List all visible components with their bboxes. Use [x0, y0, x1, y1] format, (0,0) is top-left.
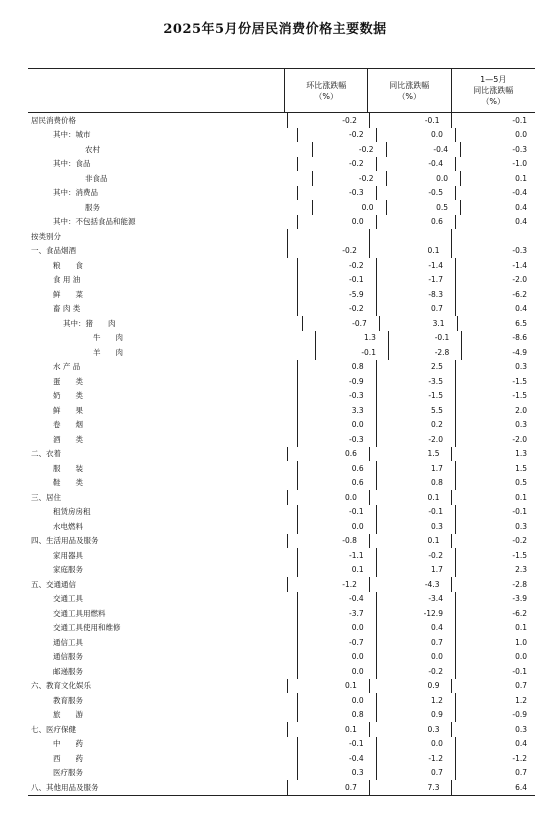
- cell-mom: -0.1: [297, 273, 375, 288]
- table-row: [28, 200, 535, 215]
- header-mom-line1: 环比涨跌幅: [306, 80, 347, 90]
- cell-yoy: 7.3: [369, 780, 452, 795]
- cell-mom: -0.8: [287, 534, 369, 549]
- cell-mom: -0.2: [297, 128, 375, 143]
- row-label: 非食品: [85, 173, 108, 183]
- row-label: 一、食品烟酒: [31, 246, 76, 256]
- cell-ytd: -1.5: [455, 389, 535, 404]
- cell-ytd: -2.0: [455, 273, 535, 288]
- cell-ytd: 0.4: [455, 302, 535, 317]
- table-row: [28, 258, 535, 273]
- cell-mom: 0.0: [287, 490, 369, 505]
- row-label: 医疗服务: [53, 768, 83, 778]
- row-label: 粮 食: [53, 260, 83, 270]
- table-row: [28, 302, 535, 317]
- cell-ytd: 2.0: [455, 403, 535, 418]
- table-row: [28, 693, 535, 708]
- cell-mom: 0.1: [287, 679, 369, 694]
- row-label: 鞋 类: [53, 478, 83, 488]
- header-ytd: [451, 69, 536, 112]
- cell-yoy: [369, 229, 452, 244]
- cell-mom: -0.3: [297, 389, 375, 404]
- cell-yoy: 5.5: [376, 403, 455, 418]
- table-row: [28, 287, 535, 302]
- cell-yoy: 0.1: [369, 244, 452, 259]
- cell-mom: 1.3: [315, 331, 388, 346]
- cell-yoy: 0.3: [369, 722, 452, 737]
- cell-yoy: 1.7: [376, 461, 455, 476]
- cell-yoy: -3.5: [376, 374, 455, 389]
- cell-ytd: 6.5: [457, 316, 535, 331]
- cell-mom: 0.0: [297, 621, 375, 636]
- table-row: [28, 273, 535, 288]
- cell-ytd: 1.0: [455, 635, 535, 650]
- cell-mom: -0.7: [297, 635, 375, 650]
- cell-yoy: -0.2: [376, 548, 455, 563]
- row-label: 三、居住: [31, 492, 61, 502]
- cell-yoy: -1.2: [376, 751, 455, 766]
- table-row: [28, 186, 535, 201]
- table-row: [28, 606, 535, 621]
- table-row: [28, 215, 535, 230]
- cell-yoy: 0.3: [376, 519, 455, 534]
- row-label: 服 装: [53, 463, 83, 473]
- table-row: [28, 766, 535, 781]
- cell-mom: -0.7: [302, 316, 379, 331]
- table-row: [28, 113, 535, 128]
- cell-mom: -0.2: [297, 157, 375, 172]
- cell-mom: 0.8: [297, 708, 375, 723]
- row-label: 酒 类: [53, 434, 83, 444]
- cell-yoy: 0.0: [376, 737, 455, 752]
- row-label: 通信工具: [53, 637, 83, 647]
- cell-yoy: -1.4: [376, 258, 455, 273]
- cell-mom: -0.2: [297, 302, 375, 317]
- row-label: 羊 肉: [93, 347, 123, 357]
- row-label: 八、其他用品及服务: [31, 782, 99, 792]
- table-header: [28, 69, 535, 113]
- header-mom: [284, 69, 367, 112]
- table-row: [28, 345, 535, 360]
- cell-ytd: -0.4: [455, 186, 535, 201]
- cell-yoy: 0.0: [386, 171, 461, 186]
- cell-mom: -0.3: [297, 186, 375, 201]
- row-label: 通信服务: [53, 652, 83, 662]
- table-row: [28, 331, 535, 346]
- cell-yoy: 0.8: [376, 476, 455, 491]
- cell-ytd: 1.3: [451, 447, 535, 462]
- cell-yoy: 0.7: [376, 635, 455, 650]
- table-row: [28, 751, 535, 766]
- cell-yoy: 0.0: [376, 128, 455, 143]
- table-row: [28, 548, 535, 563]
- cell-ytd: -1.0: [455, 157, 535, 172]
- row-label: 其中：城市: [53, 130, 91, 140]
- cell-ytd: -0.1: [455, 664, 535, 679]
- cell-mom: 0.0: [297, 693, 375, 708]
- cell-mom: -3.7: [297, 606, 375, 621]
- row-label: 其中：食品: [53, 159, 91, 169]
- row-label: 卷 烟: [53, 420, 83, 430]
- cell-yoy: 0.9: [369, 679, 452, 694]
- cell-mom: 0.6: [287, 447, 369, 462]
- row-label: 其中：猪 肉: [63, 318, 116, 328]
- cell-ytd: 0.5: [455, 476, 535, 491]
- cell-ytd: 0.1: [455, 621, 535, 636]
- cell-mom: -0.1: [297, 737, 375, 752]
- cell-yoy: 0.0: [376, 650, 455, 665]
- cell-ytd: 0.3: [455, 360, 535, 375]
- cell-yoy: -0.5: [376, 186, 455, 201]
- table-row: [28, 534, 535, 549]
- header-yoy-line1: 同比涨跌幅: [389, 80, 430, 90]
- row-label: 教育服务: [53, 695, 83, 705]
- row-label: 其中：消费品: [53, 188, 98, 198]
- row-label: 租赁房房租: [53, 507, 91, 517]
- row-label: 牛 肉: [93, 333, 123, 343]
- cell-yoy: 0.1: [369, 534, 452, 549]
- cell-ytd: -0.9: [455, 708, 535, 723]
- cell-ytd: 1.5: [455, 461, 535, 476]
- header-ytd-line2: 同比涨跌幅: [473, 86, 514, 95]
- table-row: [28, 737, 535, 752]
- row-label: 二、衣着: [31, 449, 61, 459]
- cell-mom: -0.2: [297, 258, 375, 273]
- header-yoy: [367, 69, 451, 112]
- table-row: [28, 621, 535, 636]
- cell-ytd: -8.6: [461, 331, 535, 346]
- table-row: [28, 664, 535, 679]
- row-label: 邮递服务: [53, 666, 83, 676]
- table-row: [28, 679, 535, 694]
- cell-yoy: -0.2: [376, 664, 455, 679]
- cell-ytd: -4.9: [461, 345, 535, 360]
- cell-yoy: -1.7: [376, 273, 455, 288]
- cell-yoy: -0.1: [376, 505, 455, 520]
- table-row: [28, 171, 535, 186]
- cell-yoy: 0.2: [376, 418, 455, 433]
- cell-ytd: -0.1: [455, 505, 535, 520]
- table-row: [28, 432, 535, 447]
- cell-ytd: 0.4: [455, 215, 535, 230]
- cell-ytd: 0.7: [451, 679, 535, 694]
- cell-yoy: -2.0: [376, 432, 455, 447]
- cell-yoy: 1.7: [376, 563, 455, 578]
- row-label: 四、生活用品及服务: [31, 536, 99, 546]
- cell-mom: 0.0: [297, 650, 375, 665]
- cell-ytd: -6.2: [455, 287, 535, 302]
- cell-yoy: 2.5: [376, 360, 455, 375]
- header-ytd-line3: （%）: [481, 97, 506, 106]
- cell-ytd: 0.1: [451, 490, 535, 505]
- cell-ytd: 0.4: [455, 737, 535, 752]
- cell-ytd: -1.5: [455, 548, 535, 563]
- row-label: 鲜 菜: [53, 289, 83, 299]
- row-label: 交通工具用燃料: [53, 608, 106, 618]
- cell-ytd: 0.0: [455, 128, 535, 143]
- row-label: 农村: [85, 144, 100, 154]
- cell-yoy: 0.7: [376, 766, 455, 781]
- cell-mom: -0.2: [287, 244, 369, 259]
- row-label: 西 药: [53, 753, 83, 763]
- cell-ytd: -0.1: [451, 113, 535, 128]
- cell-ytd: -0.3: [451, 244, 535, 259]
- table-row: [28, 128, 535, 143]
- cell-yoy: 0.4: [376, 621, 455, 636]
- cell-ytd: 0.1: [460, 171, 535, 186]
- row-label: 水电燃料: [53, 521, 83, 531]
- page-title: 2025年5月份居民消费价格主要数据: [163, 22, 387, 37]
- cell-ytd: [451, 229, 535, 244]
- cell-yoy: 0.7: [376, 302, 455, 317]
- cell-mom: -5.9: [297, 287, 375, 302]
- cell-mom: -0.2: [312, 171, 386, 186]
- cell-ytd: -0.3: [460, 142, 535, 157]
- cell-yoy: -0.1: [388, 331, 461, 346]
- table-row: [28, 142, 535, 157]
- cell-yoy: -3.4: [376, 592, 455, 607]
- cell-ytd: -1.4: [455, 258, 535, 273]
- table-row: [28, 316, 535, 331]
- table-row: [28, 157, 535, 172]
- cell-ytd: 0.3: [455, 519, 535, 534]
- cell-yoy: -1.5: [376, 389, 455, 404]
- cell-yoy: 0.5: [386, 200, 461, 215]
- table-row: [28, 244, 535, 259]
- table-row: [28, 360, 535, 375]
- cell-mom: 0.1: [287, 722, 369, 737]
- cell-yoy: -0.4: [376, 157, 455, 172]
- cell-mom: -0.9: [297, 374, 375, 389]
- cell-yoy: 0.9: [376, 708, 455, 723]
- cell-mom: 0.8: [297, 360, 375, 375]
- table-row: [28, 461, 535, 476]
- cell-mom: 0.1: [297, 563, 375, 578]
- table-row: [28, 476, 535, 491]
- cell-yoy: -0.1: [369, 113, 452, 128]
- cell-mom: -0.4: [297, 592, 375, 607]
- table-row: [28, 519, 535, 534]
- cell-yoy: -12.9: [376, 606, 455, 621]
- cell-mom: 0.0: [297, 418, 375, 433]
- header-ytd-line1: 1—5月: [480, 75, 507, 84]
- cell-ytd: -2.0: [455, 432, 535, 447]
- cell-ytd: -6.2: [455, 606, 535, 621]
- header-yoy-line2: （%）: [397, 91, 422, 101]
- cell-mom: -0.1: [297, 505, 375, 520]
- cell-mom: -0.4: [297, 751, 375, 766]
- table-body: [28, 113, 535, 795]
- cell-mom: 0.0: [297, 519, 375, 534]
- cell-mom: -0.2: [312, 142, 386, 157]
- row-label: 七、医疗保健: [31, 724, 76, 734]
- row-label: 家庭服务: [53, 565, 83, 575]
- cell-yoy: -0.4: [386, 142, 461, 157]
- cell-ytd: 2.3: [455, 563, 535, 578]
- cell-yoy: -8.3: [376, 287, 455, 302]
- cell-mom: -1.2: [287, 577, 369, 592]
- cell-mom: 0.6: [297, 461, 375, 476]
- cell-yoy: -2.8: [388, 345, 461, 360]
- cell-yoy: 0.6: [376, 215, 455, 230]
- cell-mom: -0.1: [315, 345, 388, 360]
- cell-ytd: -3.9: [455, 592, 535, 607]
- cell-ytd: 6.4: [451, 780, 535, 795]
- row-label: 居民消费价格: [31, 115, 76, 125]
- table-row: [28, 592, 535, 607]
- cell-mom: 0.0: [297, 215, 375, 230]
- cell-yoy: 3.1: [379, 316, 457, 331]
- row-label: 畜 肉 类: [53, 304, 81, 314]
- cell-mom: [287, 229, 369, 244]
- cell-ytd: -1.2: [455, 751, 535, 766]
- row-label: 服务: [85, 202, 100, 212]
- cell-mom: -1.1: [297, 548, 375, 563]
- row-label: 旅 游: [53, 710, 83, 720]
- row-label: 交通工具: [53, 594, 83, 604]
- cell-ytd: 0.3: [455, 418, 535, 433]
- header-label-cell: [28, 69, 284, 112]
- header-mom-line2: （%）: [314, 91, 339, 101]
- table-row: [28, 577, 535, 592]
- table-row: [28, 708, 535, 723]
- cell-yoy: -4.3: [369, 577, 452, 592]
- row-label: 其中：不包括食品和能源: [53, 217, 136, 227]
- cell-mom: -0.2: [287, 113, 369, 128]
- table-row: [28, 722, 535, 737]
- cell-mom: 0.0: [312, 200, 386, 215]
- table-row: [28, 635, 535, 650]
- row-label: 中 药: [53, 739, 83, 749]
- cell-yoy: 1.2: [376, 693, 455, 708]
- cell-mom: 0.0: [297, 664, 375, 679]
- table-row: [28, 780, 535, 795]
- cell-mom: 0.6: [297, 476, 375, 491]
- cell-yoy: 0.1: [369, 490, 452, 505]
- row-label: 奶 类: [53, 391, 83, 401]
- row-label: 家用器具: [53, 550, 83, 560]
- cell-ytd: -0.2: [451, 534, 535, 549]
- row-label: 五、交通通信: [31, 579, 76, 589]
- table-row: [28, 490, 535, 505]
- cell-ytd: 1.2: [455, 693, 535, 708]
- cell-mom: 0.7: [287, 780, 369, 795]
- cell-ytd: 0.0: [455, 650, 535, 665]
- table-row: [28, 374, 535, 389]
- table-row: [28, 563, 535, 578]
- row-label: 六、教育文化娱乐: [31, 681, 91, 691]
- table-row: [28, 418, 535, 433]
- cell-mom: 3.3: [297, 403, 375, 418]
- cell-ytd: -2.8: [451, 577, 535, 592]
- cell-mom: -0.3: [297, 432, 375, 447]
- table-row: [28, 447, 535, 462]
- row-label: 水 产 品: [53, 362, 81, 372]
- row-label: 蛋 类: [53, 376, 83, 386]
- data-table: [28, 68, 535, 796]
- cell-yoy: 1.5: [369, 447, 452, 462]
- row-label: 按类别分: [31, 231, 61, 241]
- row-label: 鲜 果: [53, 405, 83, 415]
- row-label: 食 用 油: [53, 275, 81, 285]
- row-label: 交通工具使用和维修: [53, 623, 121, 633]
- table-row: [28, 505, 535, 520]
- cell-ytd: -1.5: [455, 374, 535, 389]
- table-row: [28, 389, 535, 404]
- cell-ytd: 0.3: [451, 722, 535, 737]
- table-row: [28, 650, 535, 665]
- cell-ytd: 0.7: [455, 766, 535, 781]
- table-row: [28, 229, 535, 244]
- table-row: [28, 403, 535, 418]
- cell-mom: 0.3: [297, 766, 375, 781]
- cell-ytd: 0.4: [460, 200, 535, 215]
